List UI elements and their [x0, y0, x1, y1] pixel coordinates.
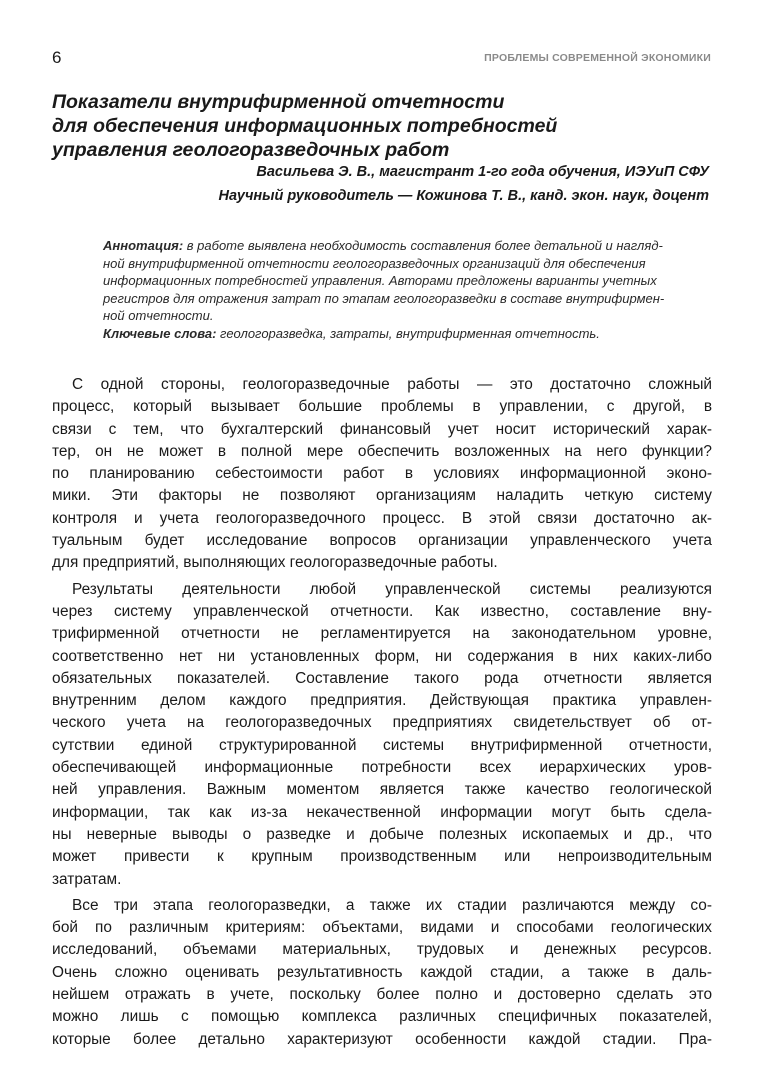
body-line: обеспечивающей информационные потребности всех иерархических уров-	[52, 759, 712, 777]
body-line: связи с тем, что бухгалтерский финансовый учет носит исторический харак-	[52, 420, 712, 438]
body-paragraph	[52, 374, 712, 575]
body-line: С одной стороны, геологоразведочные работы — это достаточно сложный	[72, 376, 712, 393]
body-line: мики. Эти факторы не позволяют организациям наладить четкую систему	[52, 487, 712, 505]
body-line: для предприятий, выполняющих геологоразведочные работы.	[52, 554, 498, 572]
title-line: для обеспечения информационных потребностей	[52, 115, 558, 137]
body-line: затратам.	[52, 870, 122, 888]
body-line: по планированию себестоимости работ в условиях информационной эконо-	[52, 465, 712, 483]
body-paragraph	[52, 579, 712, 891]
body-line: нейшем отражать в учете, поскольку более полно и достоверно сделать это	[52, 986, 712, 1004]
body-line: соответственно нет ни установленных форм, ни содержания в них каких-либо	[52, 647, 712, 665]
keywords-text: геологоразведка, затраты, внутрифирменная отчетность.	[216, 325, 600, 341]
body-line: тер, он не может в полной мере обеспечить возложенных на него функции?	[52, 442, 712, 460]
running-head: ПРОБЛЕМЫ СОВРЕМЕННОЙ ЭКОНОМИКИ	[484, 52, 711, 64]
supervisor-line: Научный руководитель — Кожинова Т. В., канд. экон. наук, доцент	[218, 188, 709, 204]
body-line: Все три этапа геологоразведки, а также их стадии различаются между со-	[72, 896, 712, 914]
body-line: может привести к крупным производственным или непроизводительным	[52, 848, 712, 866]
article-title	[52, 90, 712, 162]
body-line: внутренним делом каждого предприятия. Действующая практика управлен-	[52, 692, 712, 710]
body-line: ческого учета на геологоразведочных предприятиях свидетельствует об от-	[52, 714, 712, 732]
abstract-line	[103, 237, 705, 255]
body-line: информации, так как из-за некачественной информации могут быть сдела-	[52, 803, 712, 821]
body-line: процесс, который вызывает большие проблемы в управлении, с другой, в	[52, 398, 712, 416]
title-line: Показатели внутрифирменной отчетности	[52, 91, 505, 113]
abstract-label: Аннотация:	[103, 238, 184, 253]
body-line: Результаты деятельности любой управленческой системы реализуются	[72, 580, 712, 598]
article-body	[52, 374, 712, 1055]
body-line: через систему управленческой отчетности. Как известно, составление вну-	[52, 602, 712, 620]
body-line: бой по различным критериям: объектами, видами и способами геологических	[52, 919, 712, 937]
keywords-label: Ключевые слова:	[103, 325, 217, 341]
abstract-line: регистров для отражения затрат по этапам геологоразведки в составе внутрифирмен-	[103, 290, 665, 306]
page-number: 6	[52, 48, 62, 67]
body-line: туальным будет исследование вопросов организации управленческого учета	[52, 532, 712, 550]
body-line: ны неверные выводы о разведке и добыче полезных ископаемых и др., что	[52, 825, 712, 843]
author-line: Васильева Э. В., магистрант 1-го года обучения, ИЭУиП СФУ	[256, 164, 709, 180]
abstract-text: в работе выявлена необходимость составления более детальной и нагляд-	[183, 238, 663, 253]
body-line: обязательных показателей. Составление такого рода отчетности является	[52, 669, 712, 687]
body-paragraph	[52, 895, 712, 1051]
abstract-line: ной внутрифирменной отчетности геологоразведочных организаций для обеспечения	[103, 255, 646, 271]
keywords-line	[103, 325, 705, 343]
body-line: сутствии единой структурированной системы внутрифирменной отчетности,	[52, 736, 712, 754]
body-line: контроля и учета геологоразведочного процесс. В этой связи достаточно ак-	[52, 509, 712, 527]
body-line: исследований, объемами материальных, трудовых и денежных ресурсов.	[52, 941, 712, 959]
abstract-line: информационных потребностей управления. Авторами предложены варианты учетных	[103, 273, 657, 289]
authors-block	[219, 160, 709, 208]
body-line: ней управления. Важным моментом является также качество геологической	[52, 781, 712, 799]
body-line: Очень сложно оценивать результативность каждой стадии, а также в даль-	[52, 963, 712, 981]
body-line: которые более детально характеризуют особенности каждой стадии. Пра-	[52, 1030, 712, 1048]
title-line: управления геологоразведочных работ	[52, 139, 450, 161]
body-line: трифирменной отчетности не регламентируется на законодательном уровне,	[52, 625, 712, 643]
body-line: можно лишь с помощью комплекса различных специфичных показателей,	[52, 1008, 712, 1026]
abstract	[103, 237, 705, 343]
abstract-line: ной отчетности.	[103, 308, 214, 324]
